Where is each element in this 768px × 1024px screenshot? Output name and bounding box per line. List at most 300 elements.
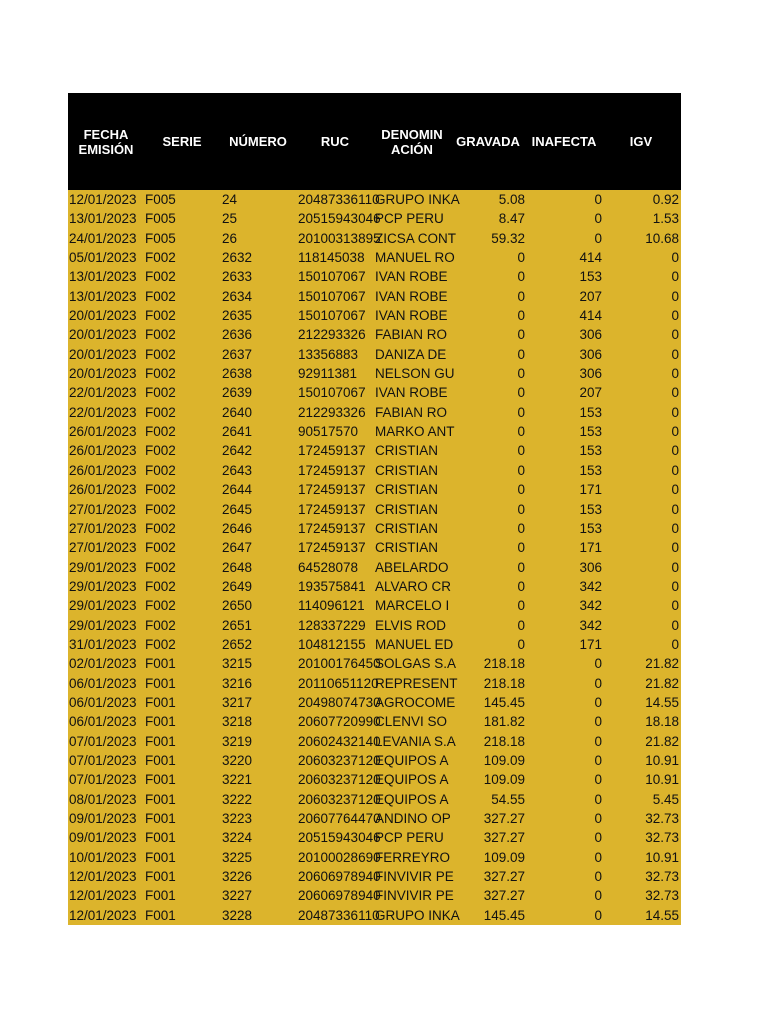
cell-ruc[interactable]: 150107067 [298,385,366,401]
cell-serie[interactable]: F005 [145,192,176,207]
cell-fecha[interactable]: 07/01/2023 [69,772,137,788]
cell-fecha[interactable]: 09/01/2023 [69,811,137,826]
cell-gravada[interactable]: 0 [517,346,525,362]
cell-igv[interactable]: 21.82 [645,656,679,672]
cell-gravada[interactable]: 8.47 [498,211,525,227]
header-inafecta[interactable]: INAFECTA [531,134,597,149]
cell-igv[interactable]: 14.55 [645,907,679,923]
cell-gravada[interactable]: 0 [517,250,525,266]
cell-inafecta[interactable]: 0 [594,791,602,807]
cell-numero[interactable]: 2652 [222,636,253,652]
cell-gravada[interactable]: 0 [517,366,525,382]
cell-denominacion[interactable]: FABIAN RO [375,404,448,420]
header-denominacion[interactable]: DENOMIN ACIÓN [381,126,443,157]
cell-ruc[interactable]: 104812155 [298,636,366,652]
cell-fecha[interactable]: 06/01/2023 [69,694,137,710]
cell-denominacion[interactable]: EQUIPOS A [375,791,449,807]
cell-fecha[interactable]: 27/01/2023 [69,501,137,517]
cell-igv[interactable]: 0 [671,288,679,304]
cell-denominacion[interactable]: ALVARO CR [375,578,452,594]
cell-serie[interactable]: F005 [145,211,176,227]
cell-gravada[interactable]: 0 [517,520,525,536]
cell-igv[interactable]: 0 [671,598,679,614]
cell-fecha[interactable]: 20/01/2023 [69,327,137,343]
cell-ruc[interactable]: 20100028690 [298,849,381,865]
cell-fecha[interactable]: 26/01/2023 [69,424,137,440]
cell-igv[interactable]: 21.82 [645,675,679,691]
cell-gravada[interactable]: 145.45 [483,694,525,710]
cell-ruc[interactable]: 20515943046 [298,830,381,846]
cell-ruc[interactable]: 90517570 [298,424,359,440]
cell-numero[interactable]: 3228 [222,907,253,923]
cell-fecha[interactable]: 26/01/2023 [69,443,137,459]
cell-inafecta[interactable]: 153 [579,462,602,478]
cell-ruc[interactable]: 172459137 [298,443,366,459]
cell-gravada[interactable]: 0 [517,269,525,285]
cell-ruc[interactable]: 20515943046 [298,211,381,227]
cell-gravada[interactable]: 218.18 [483,733,525,749]
cell-inafecta[interactable]: 0 [594,211,602,227]
cell-igv[interactable]: 5.45 [652,791,679,807]
cell-gravada[interactable]: 218.18 [483,656,525,672]
cell-fecha[interactable]: 31/01/2023 [69,636,137,652]
cell-inafecta[interactable]: 153 [579,520,602,536]
cell-igv[interactable]: 0 [671,578,679,594]
cell-gravada[interactable]: 59.32 [491,230,525,246]
cell-gravada[interactable]: 109.09 [483,752,525,768]
cell-denominacion[interactable]: PCP PERU [375,211,444,227]
cell-ruc[interactable]: 193575841 [298,578,366,594]
cell-serie[interactable]: F002 [145,520,176,536]
cell-gravada[interactable]: 0 [517,482,525,498]
header-serie[interactable]: SERIE [162,134,202,149]
cell-inafecta[interactable]: 342 [579,578,602,594]
cell-igv[interactable]: 10.91 [645,772,679,788]
cell-ruc[interactable]: 150107067 [298,308,366,324]
header-igv[interactable]: IGV [629,134,653,149]
cell-fecha[interactable]: 27/01/2023 [69,540,137,556]
cell-inafecta[interactable]: 414 [579,308,602,324]
cell-gravada[interactable]: 109.09 [483,772,525,788]
cell-denominacion[interactable]: CRISTIAN [375,443,439,459]
header-gravada[interactable]: GRAVADA [456,134,520,149]
cell-igv[interactable]: 0 [671,443,679,459]
cell-ruc[interactable]: 20498074730 [298,694,381,710]
cell-numero[interactable]: 2634 [222,288,253,304]
cell-denominacion[interactable]: EQUIPOS A [375,752,449,768]
cell-igv[interactable]: 0 [671,636,679,652]
cell-fecha[interactable]: 09/01/2023 [69,830,137,846]
cell-serie[interactable]: F001 [145,733,176,749]
cell-numero[interactable]: 3220 [222,752,253,768]
cell-serie[interactable]: F005 [145,230,176,246]
cell-denominacion[interactable]: NELSON GU [375,366,455,382]
cell-igv[interactable]: 10.91 [645,752,679,768]
cell-fecha[interactable]: 07/01/2023 [69,733,137,749]
cell-numero[interactable]: 25 [222,211,238,227]
cell-igv[interactable]: 14.55 [645,694,679,710]
cell-denominacion[interactable]: MARCELO I [375,598,450,614]
cell-serie[interactable]: F001 [145,772,176,788]
cell-numero[interactable]: 2636 [222,327,253,343]
cell-gravada[interactable]: 0 [517,540,525,556]
cell-fecha[interactable]: 29/01/2023 [69,559,137,575]
cell-ruc[interactable]: 92911381 [298,366,358,382]
cell-fecha[interactable]: 12/01/2023 [69,907,137,923]
cell-gravada[interactable]: 0 [517,598,525,614]
cell-igv[interactable]: 0 [671,424,679,440]
cell-inafecta[interactable]: 207 [579,288,602,304]
cell-denominacion[interactable]: GRUPO INKA [375,192,460,207]
cell-serie[interactable]: F002 [145,288,176,304]
cell-gravada[interactable]: 327.27 [483,888,525,904]
cell-inafecta[interactable]: 153 [579,404,602,420]
cell-numero[interactable]: 2641 [222,424,253,440]
cell-igv[interactable]: 0 [671,308,679,324]
cell-numero[interactable]: 2644 [222,482,253,498]
cell-serie[interactable]: F002 [145,482,176,498]
cell-serie[interactable]: F002 [145,404,176,420]
cell-fecha[interactable]: 12/01/2023 [69,192,137,207]
cell-numero[interactable]: 2643 [222,462,253,478]
cell-gravada[interactable]: 0 [517,424,525,440]
cell-fecha[interactable]: 12/01/2023 [69,888,137,904]
cell-fecha[interactable]: 20/01/2023 [69,366,137,382]
cell-denominacion[interactable]: ANDINO OP [375,811,451,826]
cell-inafecta[interactable]: 0 [594,888,602,904]
cell-serie[interactable]: F002 [145,385,176,401]
cell-fecha[interactable]: 06/01/2023 [69,675,137,691]
cell-gravada[interactable]: 0 [517,636,525,652]
cell-gravada[interactable]: 109.09 [483,849,525,865]
cell-ruc[interactable]: 20602432140 [298,733,381,749]
cell-inafecta[interactable]: 0 [594,907,602,923]
cell-denominacion[interactable]: REPRESENT [375,675,458,691]
cell-gravada[interactable]: 218.18 [483,675,525,691]
cell-numero[interactable]: 2635 [222,308,253,324]
cell-denominacion[interactable]: CRISTIAN [375,501,439,517]
cell-serie[interactable]: F002 [145,636,176,652]
cell-ruc[interactable]: 20487336110 [298,192,380,207]
cell-ruc[interactable]: 13356883 [298,346,359,362]
cell-fecha[interactable]: 13/01/2023 [69,269,137,285]
cell-denominacion[interactable]: MANUEL RO [375,250,455,266]
cell-igv[interactable]: 0 [671,617,679,633]
cell-inafecta[interactable]: 0 [594,675,602,691]
cell-numero[interactable]: 2640 [222,404,253,420]
cell-denominacion[interactable]: EQUIPOS A [375,772,449,788]
cell-denominacion[interactable]: CLENVI SO [375,714,448,730]
cell-denominacion[interactable]: DANIZA DE [375,346,447,362]
cell-gravada[interactable]: 0 [517,462,525,478]
cell-fecha[interactable]: 26/01/2023 [69,462,137,478]
cell-igv[interactable]: 0 [671,520,679,536]
cell-igv[interactable]: 0 [671,366,679,382]
cell-igv[interactable]: 32.73 [645,888,679,904]
cell-serie[interactable]: F001 [145,752,176,768]
cell-numero[interactable]: 3226 [222,869,253,885]
cell-serie[interactable]: F002 [145,308,176,324]
cell-gravada[interactable]: 0 [517,404,525,420]
cell-numero[interactable]: 3216 [222,675,253,691]
cell-ruc[interactable]: 20606978940 [298,888,381,904]
cell-ruc[interactable]: 128337229 [298,617,366,633]
cell-numero[interactable]: 2632 [222,250,253,266]
cell-serie[interactable]: F002 [145,462,176,478]
cell-numero[interactable]: 2646 [222,520,253,536]
cell-denominacion[interactable]: LEVANIA S.A [375,733,456,749]
cell-igv[interactable]: 32.73 [645,869,679,885]
cell-inafecta[interactable]: 414 [579,250,602,266]
cell-igv[interactable]: 0 [671,559,679,575]
cell-inafecta[interactable]: 0 [594,656,602,672]
cell-fecha[interactable]: 13/01/2023 [69,211,137,227]
cell-denominacion[interactable]: CRISTIAN [375,462,439,478]
cell-fecha[interactable]: 08/01/2023 [69,791,137,807]
cell-fecha[interactable]: 29/01/2023 [69,617,137,633]
cell-fecha[interactable]: 29/01/2023 [69,598,137,614]
cell-igv[interactable]: 0 [671,501,679,517]
cell-ruc[interactable]: 20603237120 [298,772,381,788]
cell-numero[interactable]: 2638 [222,366,253,382]
cell-fecha[interactable]: 24/01/2023 [69,230,137,246]
cell-denominacion[interactable]: CRISTIAN [375,540,439,556]
cell-ruc[interactable]: 20603237120 [298,752,381,768]
cell-serie[interactable]: F002 [145,540,176,556]
cell-inafecta[interactable]: 0 [594,714,602,730]
cell-denominacion[interactable]: IVAN ROBE [375,385,448,401]
cell-numero[interactable]: 3218 [222,714,253,730]
cell-inafecta[interactable]: 171 [579,540,602,556]
cell-gravada[interactable]: 327.27 [483,869,525,885]
cell-numero[interactable]: 3223 [222,811,253,826]
cell-serie[interactable]: F002 [145,366,176,382]
cell-inafecta[interactable]: 306 [579,366,602,382]
cell-igv[interactable]: 0 [671,540,679,556]
cell-numero[interactable]: 3227 [222,888,253,904]
cell-numero[interactable]: 2648 [222,559,253,575]
cell-inafecta[interactable]: 0 [594,230,602,246]
cell-igv[interactable]: 21.82 [645,733,679,749]
cell-inafecta[interactable]: 153 [579,501,602,517]
cell-serie[interactable]: F001 [145,791,176,807]
cell-serie[interactable]: F001 [145,907,176,923]
cell-numero[interactable]: 2651 [222,617,253,633]
cell-serie[interactable]: F001 [145,656,176,672]
cell-igv[interactable]: 10.68 [645,230,679,246]
cell-ruc[interactable]: 20487336110 [298,907,380,923]
cell-serie[interactable]: F002 [145,617,176,633]
cell-ruc[interactable]: 114096121 [298,598,365,614]
cell-fecha[interactable]: 29/01/2023 [69,578,137,594]
cell-inafecta[interactable]: 153 [579,443,602,459]
cell-fecha[interactable]: 20/01/2023 [69,308,137,324]
cell-serie[interactable]: F001 [145,811,176,826]
cell-gravada[interactable]: 145.45 [483,907,525,923]
cell-igv[interactable]: 0 [671,462,679,478]
cell-inafecta[interactable]: 153 [579,424,602,440]
cell-ruc[interactable]: 20607720990 [298,714,381,730]
cell-gravada[interactable]: 0 [517,308,525,324]
cell-denominacion[interactable]: FINVIVIR PE [375,888,454,904]
cell-inafecta[interactable]: 171 [579,636,602,652]
cell-igv[interactable]: 18.18 [645,714,679,730]
cell-gravada[interactable]: 327.27 [483,830,525,846]
cell-inafecta[interactable]: 0 [594,772,602,788]
cell-serie[interactable]: F002 [145,327,176,343]
cell-numero[interactable]: 3225 [222,849,253,865]
cell-gravada[interactable]: 0 [517,501,525,517]
cell-gravada[interactable]: 0 [517,288,525,304]
cell-igv[interactable]: 32.73 [645,811,679,826]
cell-ruc[interactable]: 20110651120 [298,675,379,691]
cell-fecha[interactable]: 13/01/2023 [69,288,137,304]
cell-numero[interactable]: 2645 [222,501,253,517]
cell-fecha[interactable]: 22/01/2023 [69,385,137,401]
cell-denominacion[interactable]: FINVIVIR PE [375,869,454,885]
cell-numero[interactable]: 3215 [222,656,253,672]
cell-numero[interactable]: 2639 [222,385,253,401]
cell-gravada[interactable]: 0 [517,578,525,594]
cell-fecha[interactable]: 26/01/2023 [69,482,137,498]
cell-fecha[interactable]: 10/01/2023 [69,849,137,865]
cell-ruc[interactable]: 150107067 [298,269,366,285]
cell-inafecta[interactable]: 0 [594,849,602,865]
cell-numero[interactable]: 26 [222,230,238,246]
cell-inafecta[interactable]: 342 [579,617,602,633]
cell-serie[interactable]: F002 [145,598,176,614]
cell-igv[interactable]: 0 [671,404,679,420]
cell-inafecta[interactable]: 342 [579,598,602,614]
cell-gravada[interactable]: 54.55 [491,791,525,807]
cell-inafecta[interactable]: 0 [594,752,602,768]
cell-serie[interactable]: F001 [145,849,176,865]
cell-fecha[interactable]: 07/01/2023 [69,752,137,768]
cell-igv[interactable]: 0 [671,482,679,498]
cell-numero[interactable]: 2642 [222,443,253,459]
cell-igv[interactable]: 0 [671,269,679,285]
cell-denominacion[interactable]: CRISTIAN [375,482,439,498]
cell-denominacion[interactable]: IVAN ROBE [375,308,448,324]
header-numero[interactable]: NÚMERO [229,134,287,149]
cell-serie[interactable]: F002 [145,443,176,459]
cell-serie[interactable]: F002 [145,424,176,440]
cell-fecha[interactable]: 27/01/2023 [69,520,137,536]
cell-ruc[interactable]: 172459137 [298,482,366,498]
header-ruc[interactable]: RUC [320,134,350,149]
cell-inafecta[interactable]: 0 [594,733,602,749]
cell-serie[interactable]: F001 [145,675,176,691]
cell-serie[interactable]: F001 [145,694,176,710]
cell-igv[interactable]: 0 [671,250,679,266]
cell-gravada[interactable]: 0 [517,443,525,459]
cell-ruc[interactable]: 64528078 [298,559,359,575]
cell-denominacion[interactable]: IVAN ROBE [375,269,448,285]
cell-inafecta[interactable]: 0 [594,830,602,846]
cell-gravada[interactable]: 0 [517,385,525,401]
cell-serie[interactable]: F001 [145,714,176,730]
cell-serie[interactable]: F001 [145,869,176,885]
cell-gravada[interactable]: 0 [517,617,525,633]
cell-numero[interactable]: 3221 [222,772,253,788]
cell-denominacion[interactable]: SOLGAS S.A [375,656,457,672]
cell-serie[interactable]: F001 [145,888,176,904]
cell-ruc[interactable]: 172459137 [298,540,366,556]
cell-serie[interactable]: F002 [145,269,176,285]
cell-ruc[interactable]: 20100176450 [298,656,381,672]
cell-ruc[interactable]: 20607764470 [298,811,381,826]
cell-ruc[interactable]: 20603237120 [298,791,381,807]
cell-fecha[interactable]: 06/01/2023 [69,714,137,730]
cell-numero[interactable]: 24 [222,192,238,207]
cell-denominacion[interactable]: AGROCOME [375,694,456,710]
cell-numero[interactable]: 2649 [222,578,253,594]
cell-ruc[interactable]: 212293326 [298,404,366,420]
cell-fecha[interactable]: 12/01/2023 [69,869,137,885]
cell-denominacion[interactable]: ELVIS ROD [375,617,447,633]
cell-denominacion[interactable]: ABELARDO [375,559,449,575]
cell-ruc[interactable]: 118145038 [298,250,365,266]
cell-denominacion[interactable]: CRISTIAN [375,520,439,536]
cell-inafecta[interactable]: 0 [594,811,602,826]
cell-ruc[interactable]: 172459137 [298,501,366,517]
cell-inafecta[interactable]: 306 [579,346,602,362]
cell-igv[interactable]: 1.53 [652,211,679,227]
cell-ruc[interactable]: 172459137 [298,462,366,478]
cell-denominacion[interactable]: PCP PERU [375,830,444,846]
cell-igv[interactable]: 10.91 [645,849,679,865]
cell-inafecta[interactable]: 207 [579,385,602,401]
cell-numero[interactable]: 2647 [222,540,253,556]
cell-inafecta[interactable]: 171 [579,482,602,498]
cell-gravada[interactable]: 5.08 [498,192,525,207]
cell-denominacion[interactable]: IVAN ROBE [375,288,448,304]
cell-serie[interactable]: F002 [145,578,176,594]
cell-numero[interactable]: 2650 [222,598,253,614]
cell-gravada[interactable]: 327.27 [483,811,525,826]
cell-denominacion[interactable]: MARKO ANT [375,424,455,440]
cell-igv[interactable]: 32.73 [645,830,679,846]
cell-igv[interactable]: 0 [671,385,679,401]
cell-ruc[interactable]: 212293326 [298,327,366,343]
cell-igv[interactable]: 0 [671,346,679,362]
cell-gravada[interactable]: 0 [517,327,525,343]
cell-ruc[interactable]: 20100313895 [298,230,381,246]
cell-numero[interactable]: 3222 [222,791,253,807]
cell-denominacion[interactable]: GRUPO INKA [375,907,460,923]
cell-numero[interactable]: 3219 [222,733,253,749]
cell-gravada[interactable]: 0 [517,559,525,575]
cell-numero[interactable]: 3224 [222,830,253,846]
cell-inafecta[interactable]: 0 [594,694,602,710]
cell-numero[interactable]: 2637 [222,346,253,362]
cell-denominacion[interactable]: ZICSA CONT [375,230,457,246]
cell-igv[interactable]: 0.92 [652,192,679,207]
cell-inafecta[interactable]: 153 [579,269,602,285]
cell-serie[interactable]: F002 [145,559,176,575]
cell-denominacion[interactable]: MANUEL ED [375,636,454,652]
cell-inafecta[interactable]: 306 [579,559,602,575]
cell-igv[interactable]: 0 [671,327,679,343]
header-fecha-emision[interactable]: FECHA EMISIÓN [78,126,134,157]
cell-serie[interactable]: F002 [145,250,176,266]
cell-numero[interactable]: 3217 [222,694,253,710]
cell-fecha[interactable]: 02/01/2023 [69,656,137,672]
cell-serie[interactable]: F001 [145,830,176,846]
cell-ruc[interactable]: 150107067 [298,288,366,304]
cell-numero[interactable]: 2633 [222,269,253,285]
cell-serie[interactable]: F002 [145,501,176,517]
